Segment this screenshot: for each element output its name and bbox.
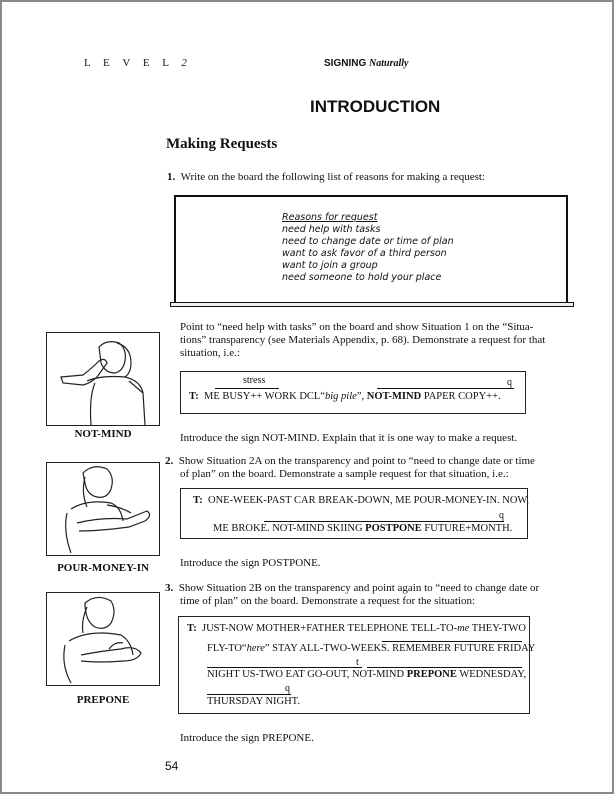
example-box-2 xyxy=(180,488,528,539)
nonmanual-marker-t: t xyxy=(356,657,359,668)
marker-line xyxy=(207,667,362,668)
step-2-instruction: 2. Show Situation 2A on the transparency and point to “need to change date or time of plan” on the board. Demonstrate a sample request for that situation, i.e.: xyxy=(165,455,535,480)
board-ledge xyxy=(170,302,574,307)
nonmanual-marker-q: q xyxy=(499,510,504,521)
text-line: Point to “need help with tasks” on the board and show Situation 1 on the “Situa- xyxy=(180,321,534,333)
signer-figure-icon xyxy=(47,463,159,555)
sign-illustration-prepone xyxy=(46,592,160,686)
nonmanual-marker-q: q xyxy=(507,377,512,388)
nonmanual-marker-q: q xyxy=(285,683,290,694)
page-number: 54 xyxy=(165,759,179,773)
example-box-3 xyxy=(178,616,536,714)
marker-line xyxy=(382,641,522,642)
signer-figure-icon xyxy=(47,333,159,425)
gloss-line: ME BROKE. NOT-MIND SKIING POSTPONE FUTURE+MONTH. xyxy=(213,523,513,534)
reasons-list xyxy=(282,212,454,284)
step-3-instruction: 3. Show Situation 2B on the transparency and point again to “need to change date or time of plan” on the board. Demonstrate a request for the situation: xyxy=(165,582,540,607)
book-title: SIGNING Naturally xyxy=(324,58,409,69)
illustration-caption: PREPONE xyxy=(76,694,130,706)
text-line: situation, i.e.: xyxy=(180,347,240,359)
reasons-heading: Reasons for request xyxy=(282,212,378,223)
step-1-followup xyxy=(180,321,580,360)
step-2-introduce: Introduce the sign POSTPONE. xyxy=(180,557,321,569)
reason-item: need someone to hold your place xyxy=(282,272,442,283)
gloss-line: FLY-TO“here” STAY ALL-TWO-WEEKS. REMEMBER FUTURE FRIDAY xyxy=(207,643,536,654)
reason-item: need help with tasks xyxy=(282,224,381,235)
step-1-introduce: Introduce the sign NOT-MIND. Explain that it is one way to make a request. xyxy=(180,432,518,444)
reason-item: want to join a group xyxy=(282,260,378,271)
gloss-line: T: ONE-WEEK-PAST CAR BREAK-DOWN, ME POUR-MONEY-IN. NOW, xyxy=(193,495,530,506)
example-box-1 xyxy=(180,371,526,414)
marker-line xyxy=(215,388,279,389)
gloss-line: THURSDAY NIGHT. xyxy=(207,696,300,707)
reason-item: need to change date or time of plan xyxy=(282,236,454,247)
marker-line xyxy=(207,694,291,695)
level-label: L E V E L 2 xyxy=(84,57,187,69)
step-3-introduce: Introduce the sign PREPONE. xyxy=(180,732,314,744)
section-heading: Making Requests xyxy=(166,136,278,152)
marker-line xyxy=(264,521,504,522)
sign-illustration-not-mind xyxy=(46,332,160,426)
page-title: INTRODUCTION xyxy=(310,97,441,116)
illustration-caption: NOT-MIND xyxy=(74,428,132,440)
gloss-line: T: JUST-NOW MOTHER+FATHER TELEPHONE TELL-TO-me THEY-TWO xyxy=(187,623,527,634)
text-line: tions” transparency (see Materials Appendix, p. 68). Demonstrate a request for that xyxy=(180,334,546,346)
gloss-line: T: ME BUSY++ WORK DCL“big pile”, NOT-MIND PAPER COPY++. xyxy=(189,391,501,402)
reason-item: want to ask favor of a third person xyxy=(282,248,447,259)
nonmanual-marker-stress: stress xyxy=(243,375,266,386)
gloss-line: NIGHT US-TWO EAT GO-OUT, NOT-MIND PREPONE WEDNESDAY, xyxy=(207,669,527,680)
sign-illustration-pour-money-in xyxy=(46,462,160,556)
signer-figure-icon xyxy=(47,593,159,685)
marker-line xyxy=(377,388,514,389)
step-1-instruction: 1. Write on the board the following list of reasons for making a request: xyxy=(167,171,485,183)
illustration-caption: POUR-MONEY-IN xyxy=(57,562,149,574)
marker-line xyxy=(367,667,522,668)
